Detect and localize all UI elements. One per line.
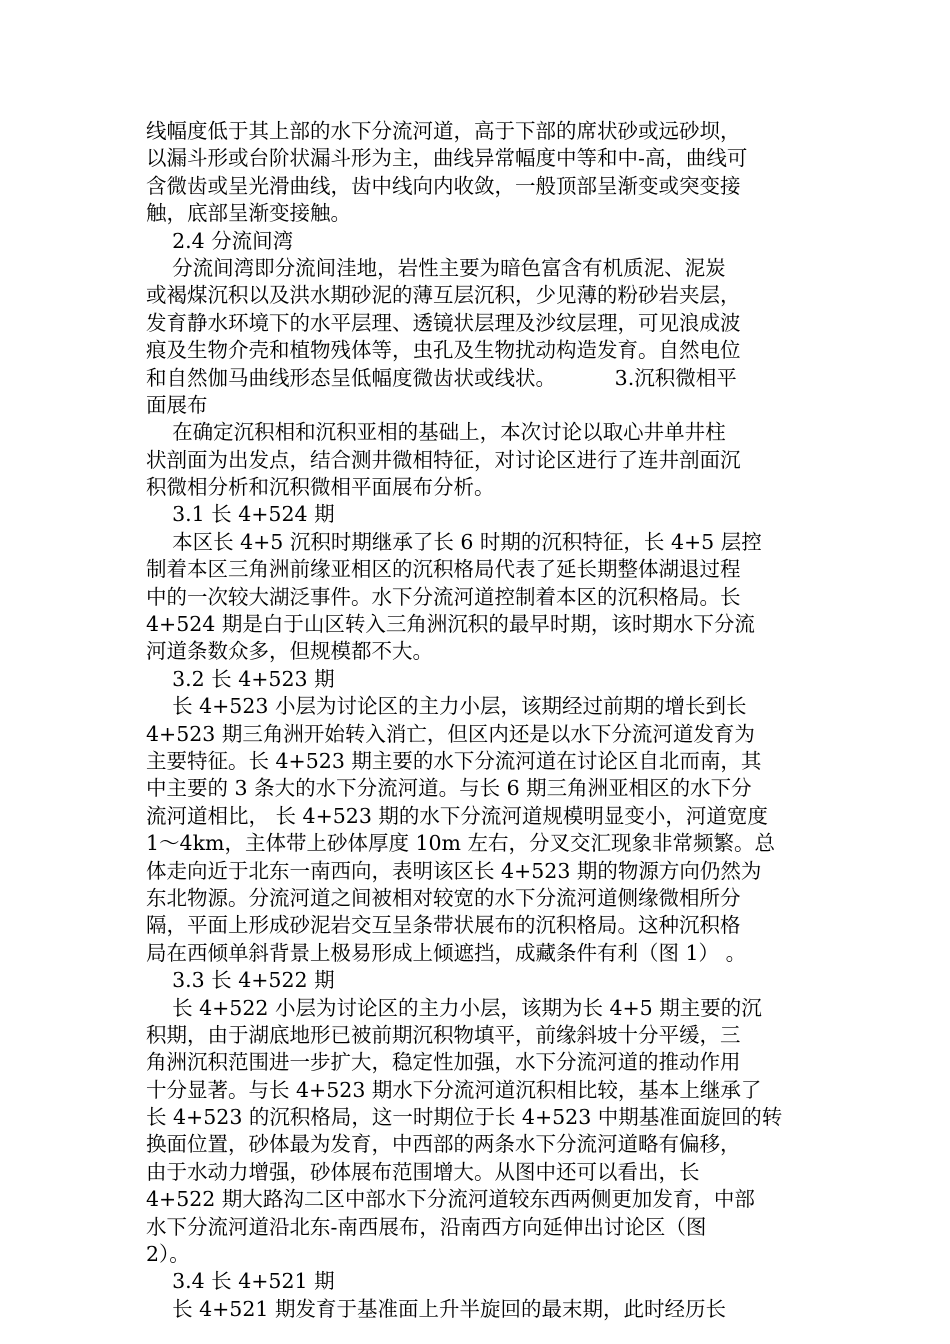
text-line: 4+523 期三角洲开始转入消亡，但区内还是以水下分流河道发育为 <box>146 721 755 746</box>
text-line: 角洲沉积范围进一步扩大，稳定性加强，水下分流河道的推动作用 <box>146 1050 741 1075</box>
document-body <box>146 118 806 1323</box>
text-line: 触，底部呈渐变接触。 <box>146 201 351 226</box>
text-line: 长 4+522 小层为讨论区的主力小层，该期为长 4+5 期主要的沉 <box>146 995 762 1020</box>
text-line: 分流间湾即分流间洼地，岩性主要为暗色富含有机质泥、泥炭 <box>146 255 726 280</box>
text-line: 1～4km，主体带上砂体厚度 10m 左右，分叉交汇现象非常频繁。总 <box>146 831 776 856</box>
text-line: 长 4+521 期发育于基准面上升半旋回的最末期，此时经历长 <box>146 1296 726 1321</box>
text-line: 3.4 长 4+521 期 <box>146 1269 335 1294</box>
text-line: 东北物源。分流河道之间被相对较宽的水下分流河道侧缘微相所分 <box>146 885 741 910</box>
text-line: 状剖面为出发点，结合测井微相特征，对讨论区进行了连井剖面沉 <box>146 447 741 472</box>
text-line: 积微相分析和沉积微相平面展布分析。 <box>146 475 495 500</box>
text-line: 水下分流河道沿北东-南西展布，沿南西方向延伸出讨论区（图 <box>146 1214 707 1239</box>
text-line: 在确定沉积相和沉积亚相的基础上，本次讨论以取心井单井柱 <box>146 420 726 445</box>
text-line: 长 4+523 的沉积格局，这一时期位于长 4+523 中期基准面旋回的转 <box>146 1105 783 1130</box>
text-line: 痕及生物介壳和植物残体等，虫孔及生物扰动构造发育。自然电位 <box>146 338 741 363</box>
text-line: 本区长 4+5 沉积时期继承了长 6 时期的沉积特征，长 4+5 层控 <box>146 529 762 554</box>
text-line: 流河道相比， 长 4+523 期的水下分流河道规模明显变小，河道宽度 <box>146 803 768 828</box>
text-line: 4+522 期大路沟二区中部水下分流河道较东西两侧更加发育，中部 <box>146 1187 755 1212</box>
text-line: 含微齿或呈光滑曲线，齿中线向内收敛，一般顶部呈渐变或突变接 <box>146 173 741 198</box>
text-line: 由于水动力增强，砂体展布范围增大。从图中还可以看出，长 <box>146 1159 700 1184</box>
text-line: 中主要的 3 条大的水下分流河道。与长 6 期三角洲亚相区的水下分 <box>146 776 752 801</box>
text-line: 3.1 长 4+524 期 <box>146 502 335 527</box>
text-line: 2.4 分流间湾 <box>146 228 294 253</box>
text-line: 线幅度低于其上部的水下分流河道，高于下部的席状砂或远砂坝， <box>146 119 741 143</box>
text-line: 隔，平面上形成砂泥岩交互呈条带状展布的沉积格局。这种沉积格 <box>146 913 741 938</box>
text-line: 十分显著。与长 4+523 期水下分流河道沉积相比较，基本上继承了 <box>146 1077 762 1102</box>
text-line: 积期，由于湖底地形已被前期沉积物填平，前缘斜坡十分平缓，三 <box>146 1022 741 1047</box>
text-line: 制着本区三角洲前缘亚相区的沉积格局代表了延长期整体湖退过程 <box>146 557 741 582</box>
text-line: 中的一次较大湖泛事件。水下分流河道控制着本区的沉积格局。长 <box>146 584 741 609</box>
text-line: 3.2 长 4+523 期 <box>146 666 335 691</box>
text-line: 和自然伽马曲线形态呈低幅度微齿状或线状。 3.沉积微相平 <box>146 365 737 390</box>
text-line: 体走向近于北东一南西向，表明该区长 4+523 期的物源方向仍然为 <box>146 858 762 883</box>
text-line: 换面位置，砂体最为发育，中西部的两条水下分流河道略有偏移， <box>146 1132 741 1157</box>
text-line: 2）。 <box>146 1242 190 1267</box>
text-line: 4+524 期是白于山区转入三角洲沉积的最早时期，该时期水下分流 <box>146 612 755 637</box>
text-line: 主要特征。长 4+523 期主要的水下分流河道在讨论区自北而南，其 <box>146 748 762 773</box>
text-line: 3.3 长 4+522 期 <box>146 968 335 993</box>
text-line: 长 4+523 小层为讨论区的主力小层，该期经过前期的增长到长 <box>146 694 747 719</box>
text-line: 局在西倾单斜背景上极易形成上倾遮挡，成藏条件有利（图 1） 。 <box>146 940 747 965</box>
text-line: 以漏斗形或台阶状漏斗形为主，曲线异常幅度中等和中-高，曲线可 <box>146 146 748 171</box>
text-line: 河道条数众多，但规模都不大。 <box>146 639 433 664</box>
text-line: 发育静水环境下的水平层理、透镜状层理及沙纹层理，可见浪成波 <box>146 310 741 335</box>
text-line: 面展布 <box>146 392 208 417</box>
text-line: 或褐煤沉积以及洪水期砂泥的薄互层沉积，少见薄的粉砂岩夹层， <box>146 283 741 308</box>
